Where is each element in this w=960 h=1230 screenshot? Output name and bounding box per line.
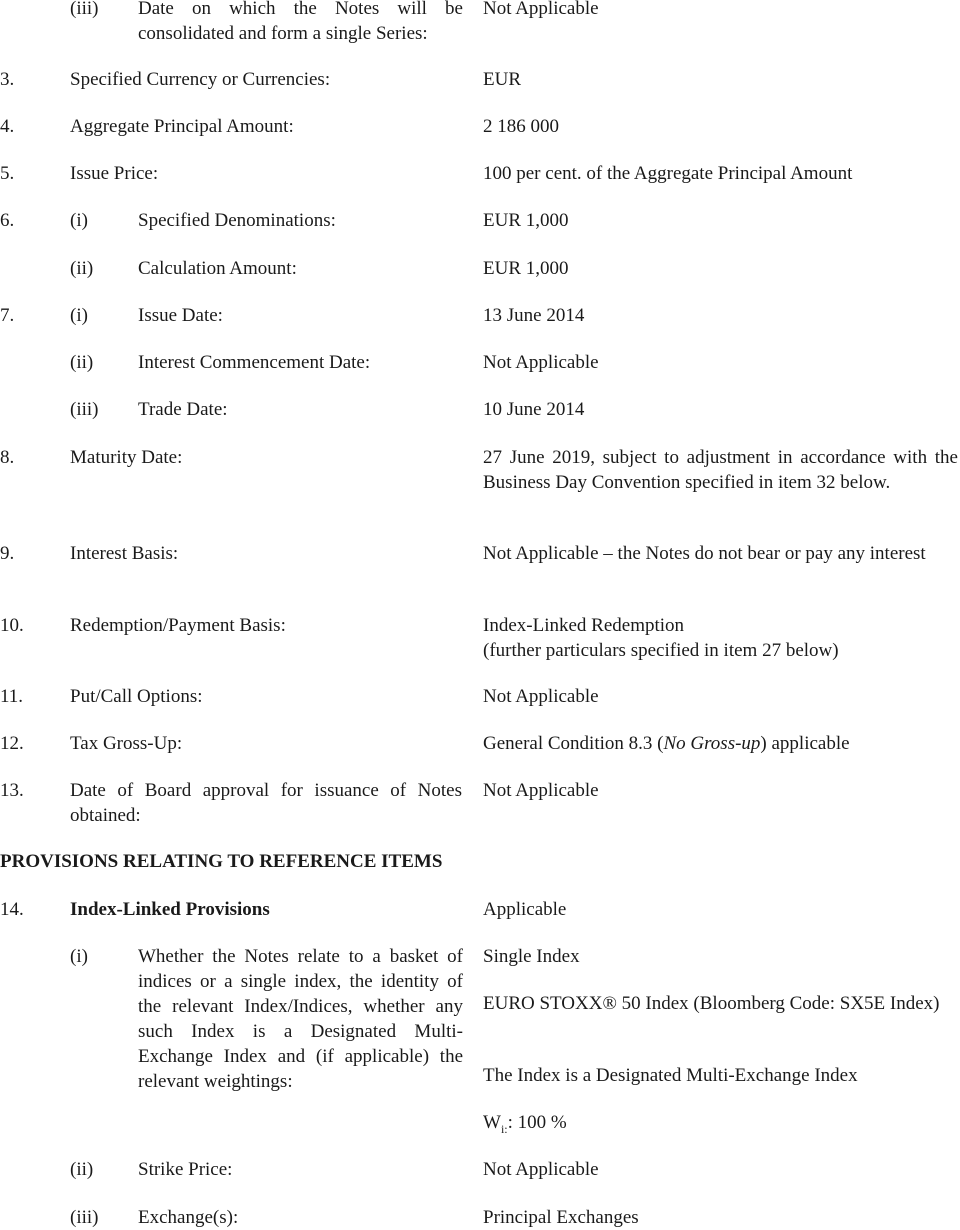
row-value: Not Applicable – the Notes do not bear or pay any interest (483, 543, 926, 564)
value-text: ) applicable (760, 733, 850, 754)
row-value (483, 731, 958, 756)
row-value: Not Applicable (483, 780, 599, 801)
row-label: Calculation Amount: (138, 258, 297, 279)
item-number: 13. (0, 780, 24, 801)
weight-symbol: W (483, 1112, 501, 1133)
item-number: 8. (0, 447, 15, 468)
weight-value: : 100 % (507, 1112, 567, 1133)
weight-subscript: i: (500, 1121, 508, 1136)
row-label: Aggregate Principal Amount: (70, 116, 294, 137)
row-label: Interest Commencement Date: (138, 352, 371, 373)
sub-number: (i) (70, 305, 88, 326)
sub-number: (iii) (70, 399, 99, 420)
row-value: 10 June 2014 (483, 399, 585, 420)
row-label: Specified Currency or Currencies: (70, 69, 331, 90)
row-label: Issue Date: (138, 305, 223, 326)
item-number: 12. (0, 733, 24, 754)
row-label: Index-Linked Provisions (70, 899, 270, 920)
row-value: Principal Exchanges (483, 1207, 639, 1228)
row-value: 100 per cent. of the Aggregate Principal Amount (483, 163, 853, 184)
sub-number: (iii) (70, 0, 99, 19)
row-value (483, 613, 958, 663)
row-value: Not Applicable (483, 0, 599, 19)
row-label: Exchange(s): (138, 1207, 239, 1228)
row-value-designated: The Index is a Designated Multi-Exchange Index (483, 1065, 858, 1086)
row-value: Not Applicable (483, 1159, 599, 1180)
row-value: EUR 1,000 (483, 210, 569, 231)
item-number: 9. (0, 543, 15, 564)
row-label: Redemption/Payment Basis: (70, 615, 286, 636)
row-value: 13 June 2014 (483, 305, 585, 326)
row-label: Put/Call Options: (70, 686, 203, 707)
row-value: EUR 1,000 (483, 258, 569, 279)
value-line: (further particulars specified in item 27 below) (483, 640, 839, 661)
row-label: Strike Price: (138, 1159, 233, 1180)
item-number: 4. (0, 116, 15, 137)
sub-number: (i) (70, 210, 88, 231)
item-number: 6. (0, 210, 15, 231)
item-number: 14. (0, 899, 24, 920)
row-label: Specified Denominations: (138, 210, 336, 231)
row-value: Applicable (483, 899, 567, 920)
row-label: Tax Gross-Up: (70, 733, 183, 754)
item-number: 7. (0, 305, 15, 326)
sub-number: (i) (70, 946, 88, 967)
sub-number: (ii) (70, 258, 94, 279)
item-number: 5. (0, 163, 15, 184)
row-label: Date of Board approval for issuance of Notes obtained: (70, 780, 462, 826)
section-heading: PROVISIONS RELATING TO REFERENCE ITEMS (0, 851, 443, 872)
value-italic: No Gross-up (663, 733, 761, 754)
item-number: 11. (0, 686, 24, 707)
sub-number: (iii) (70, 1207, 99, 1228)
row-value: 27 June 2019, subject to adjustment in accordance with the Business Day Convention specified in item 32 below. (483, 447, 958, 493)
sub-number: (ii) (70, 352, 94, 373)
value-line: Index-Linked Redemption (483, 615, 685, 636)
row-label: Date on which the Notes will be consolidated and form a single Series: (138, 0, 463, 44)
row-value: Not Applicable (483, 352, 599, 373)
value-text: General Condition 8.3 ( (483, 733, 664, 754)
item-number: 3. (0, 69, 15, 90)
row-value: 2 186 000 (483, 116, 559, 137)
row-value: Not Applicable (483, 686, 599, 707)
row-value-weighting (483, 1110, 958, 1135)
row-value-single-index: Single Index (483, 946, 580, 967)
row-label: Interest Basis: (70, 543, 179, 564)
row-value-index: EURO STOXX® 50 Index (Bloomberg Code: SX5E Index) (483, 993, 940, 1014)
row-value: EUR (483, 69, 521, 90)
item-number: 10. (0, 615, 24, 636)
row-label: Issue Price: (70, 163, 159, 184)
sub-number: (ii) (70, 1159, 94, 1180)
row-label: Maturity Date: (70, 447, 183, 468)
row-label: Trade Date: (138, 399, 228, 420)
row-label: Whether the Notes relate to a basket of indices or a single index, the identity of the relevant Index/Indices, whether any such Index is a Designated Multi-Exchange Index and (if applicable) the relevant weightings: (138, 946, 463, 1092)
